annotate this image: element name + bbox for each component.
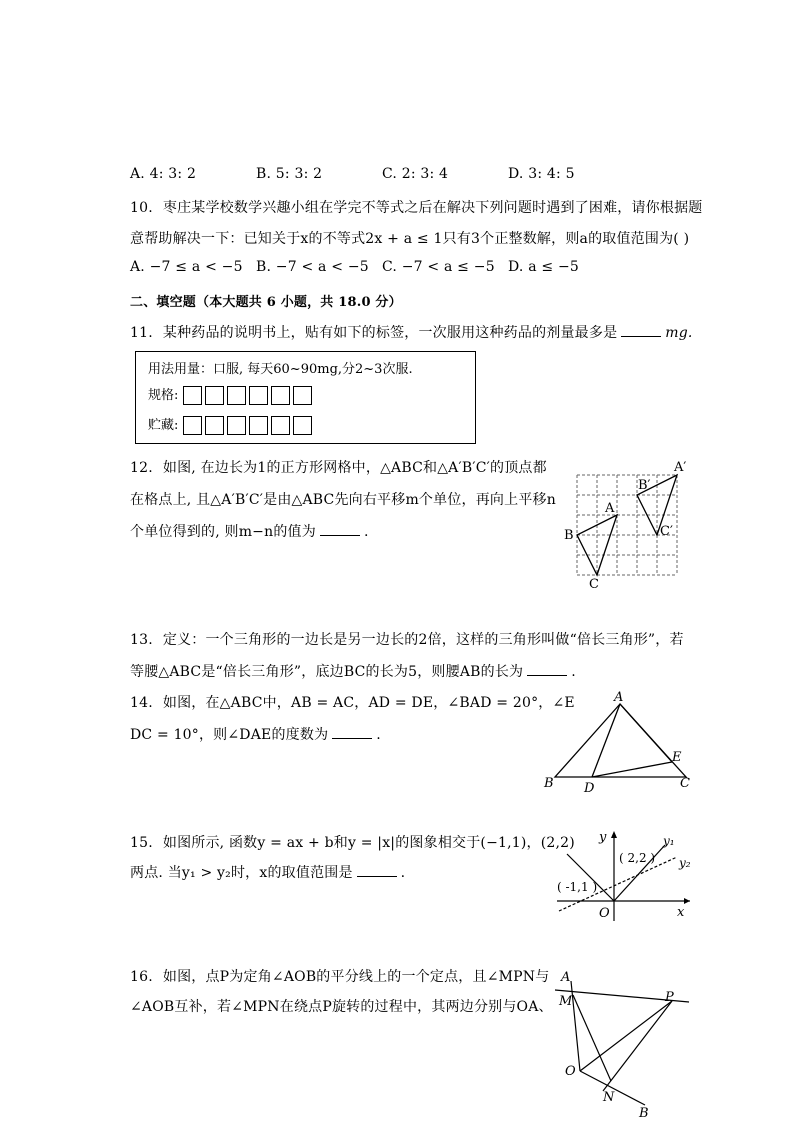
q9-option-b: B. 5: 3: 2 <box>256 166 323 182</box>
q14-triangle-figure <box>540 688 700 798</box>
store-cell <box>271 416 290 435</box>
label-n: N <box>603 1090 615 1105</box>
q10-text-1: 枣庄某学校数学兴趣小组在学完不等式之后在解决下列问题时遇到了困难，请你根据题 <box>162 200 703 216</box>
q12-text-3: 个单位得到的, 则m−n的值为 <box>130 524 316 540</box>
spec-cell <box>227 386 246 405</box>
q14-text-2: DC = 10°，则∠DAE的度数为 <box>130 727 329 743</box>
q9-options <box>130 166 575 182</box>
q12-period: . <box>363 524 369 540</box>
segment-ad <box>592 704 620 777</box>
label-a: A <box>605 501 615 516</box>
q14-line1 <box>130 692 575 712</box>
q15-line1 <box>130 832 575 852</box>
q12-text-1: 如图, 在边长为1的正方形网格中，△ABC和△A′B′C′的顶点都 <box>162 460 547 476</box>
q9-option-a: A. 4: 3: 2 <box>130 166 197 182</box>
q15-function-graph <box>553 825 698 925</box>
label-y2: y₂ <box>679 856 691 870</box>
section-fill-blank-header: 二、填空题（本大题共 6 小题，共 18.0 分） <box>130 295 402 310</box>
medicine-label-box <box>135 351 476 444</box>
store-cell <box>293 416 312 435</box>
q16-angle-figure <box>553 965 698 1120</box>
q11-answer-blank <box>621 324 661 337</box>
ray-oa <box>571 981 580 1071</box>
q10-line2: 意帮助解决一下：已知关于x的不等式2x + a ≤ 1只有3个正整数解，则a的取值范围为( ) <box>130 231 690 247</box>
q12-line2: 在格点上, 且△A′B′C′是由△ABC先向右平移m个单位，再向上平移n <box>130 492 556 508</box>
label-c: C <box>680 776 690 791</box>
q13-number: 13. <box>130 632 153 648</box>
q9-option-d: D. 3: 4: 5 <box>508 166 575 182</box>
q11-text: 某种药品的说明书上，贴有如下的标签，一次服用这种药品的剂量最多是 <box>162 325 618 341</box>
label-e: E <box>672 750 682 765</box>
label-y1: y₁ <box>663 834 675 848</box>
q10-line1 <box>130 197 702 217</box>
q10-option-c: C. −7 < a ≤ −5 <box>382 259 495 275</box>
label-c-prime: C′ <box>660 524 673 539</box>
q12-line1 <box>130 457 547 477</box>
label-a: A <box>561 970 571 985</box>
q13-line2 <box>130 661 576 681</box>
q13-text-1: 定义：一个三角形的一边长是另一边长的2倍，这样的三角形叫做“倍长三角形”，若 <box>162 632 684 648</box>
q12-answer-blank <box>320 523 360 536</box>
q11-number: 11. <box>130 325 153 341</box>
label-a-prime: A′ <box>674 460 687 475</box>
q15-line2 <box>130 862 405 882</box>
q15-text-2: 两点. 当y₁ > y₂时，x的取值范围是 <box>130 865 353 881</box>
label-c: C <box>589 577 599 592</box>
spec-cell <box>249 386 268 405</box>
label-store: 贮藏: <box>148 418 179 433</box>
q10-option-d: D. a ≤ −5 <box>508 259 580 275</box>
q12-line3 <box>130 521 369 541</box>
spec-cell <box>271 386 290 405</box>
q15-period: . <box>400 865 406 881</box>
label-origin: O <box>599 906 610 921</box>
store-cell <box>227 416 246 435</box>
label-spec: 规格: <box>148 388 179 403</box>
label-usage: 用法用量：口服, 每天60~90mg,分2~3次服. <box>148 362 413 377</box>
label-b: B <box>544 776 554 791</box>
x-axis-arrow <box>684 898 690 904</box>
q15-answer-blank <box>357 864 397 877</box>
q13-line1 <box>130 629 684 649</box>
label-d: D <box>584 781 595 796</box>
q15-number: 15. <box>130 835 153 851</box>
q10-number: 10. <box>130 200 153 216</box>
q9-option-c: C. 2: 3: 4 <box>382 166 449 182</box>
q11-unit: mg. <box>665 325 693 341</box>
store-cell <box>205 416 224 435</box>
store-cell <box>183 416 202 435</box>
q10-options <box>130 259 579 275</box>
label-m: M <box>559 994 573 1009</box>
segment-ae <box>620 704 672 762</box>
triangle-abc <box>555 704 686 777</box>
label-store-row <box>148 414 315 435</box>
q14-number: 14. <box>130 695 153 711</box>
q14-answer-blank <box>332 726 372 739</box>
label-a: A <box>614 690 624 705</box>
spec-cell <box>183 386 202 405</box>
label-spec-row <box>148 384 315 405</box>
q10-option-a: A. −7 ≤ a < −5 <box>130 259 243 275</box>
label-point-neg1-1: ( -1,1 ) <box>557 880 598 894</box>
y-axis-arrow <box>611 831 617 838</box>
q16-text-1: 如图，点P为定角∠AOB的平分线上的一个定点，且∠MPN与 <box>162 969 550 985</box>
segment-mn <box>573 995 611 1081</box>
label-y: y <box>599 830 607 845</box>
spec-cell <box>293 386 312 405</box>
q13-answer-blank <box>527 663 567 676</box>
label-b-prime: B′ <box>638 478 651 493</box>
label-b: B <box>564 528 574 543</box>
segment-de <box>592 762 672 777</box>
q15-text-1: 如图所示, 函数y = ax + b和y = |x|的图象相交于(−1,1)，(2,2) <box>162 835 575 851</box>
q13-text-2: 等腰△ABC是“倍长三角形”，底边BC的长为5，则腰AB的长为 <box>130 664 524 680</box>
q11-line1 <box>130 322 693 342</box>
q13-period: . <box>571 664 576 680</box>
label-x: x <box>677 905 685 920</box>
q16-line2: ∠AOB互补，若∠MPN在绕点P旋转的过程中，其两边分别与OA、 <box>130 999 553 1015</box>
label-p: P <box>665 990 674 1005</box>
q16-line1 <box>130 966 549 986</box>
q12-grid-figure <box>560 455 700 595</box>
q14-text-1: 如图，在△ABC中，AB = AC，AD = DE，∠BAD = 20°，∠E <box>162 695 575 711</box>
q14-line2 <box>130 724 381 744</box>
q10-option-b: B. −7 < a < −5 <box>256 259 369 275</box>
q12-number: 12. <box>130 460 153 476</box>
q14-period: . <box>376 727 381 743</box>
label-point-2-2: ( 2,2 ) <box>619 851 656 865</box>
spec-cell <box>205 386 224 405</box>
label-b: B <box>639 1106 649 1120</box>
store-cell <box>249 416 268 435</box>
label-o: O <box>565 1064 576 1079</box>
q16-number: 16. <box>130 969 153 985</box>
